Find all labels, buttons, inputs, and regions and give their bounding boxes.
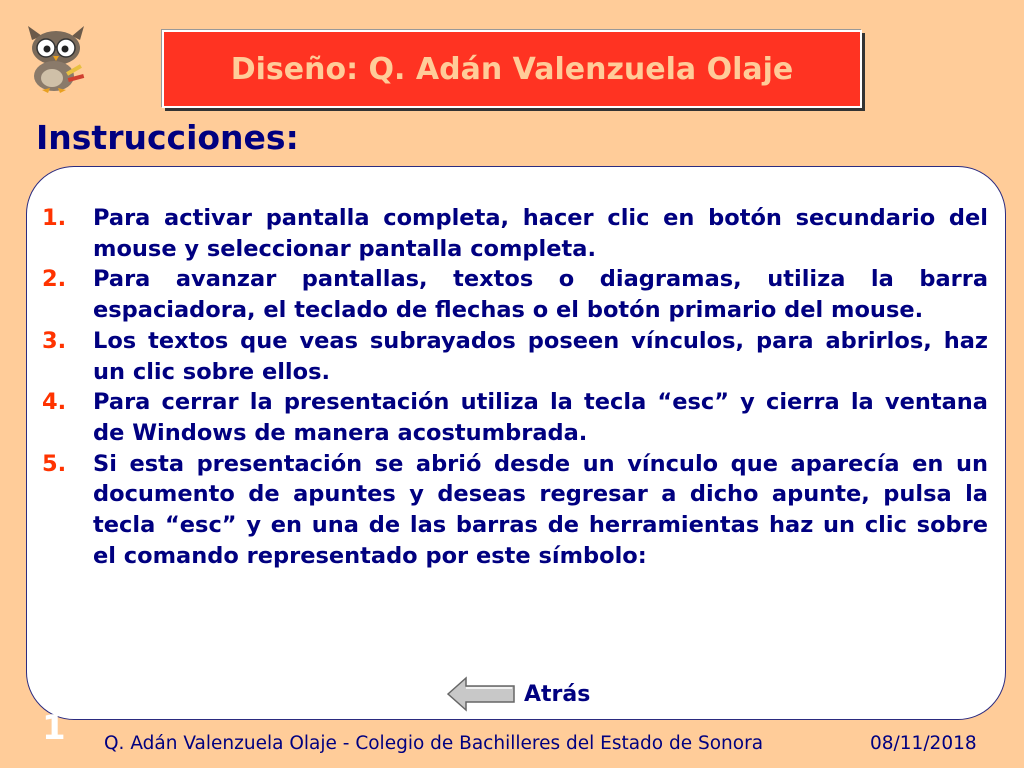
footer-author: Q. Adán Valenzuela Olaje - Colegio de Bachilleres del Estado de Sonora xyxy=(104,733,764,754)
title-banner xyxy=(162,30,862,108)
owl-mascot-icon xyxy=(22,22,90,94)
instructions-heading: Instrucciones: xyxy=(36,118,299,157)
back-control xyxy=(446,676,590,712)
list-item-number: 4. xyxy=(42,389,67,416)
slide-number: 1 xyxy=(42,708,66,748)
slide-title: Diseño: Q. Adán Valenzuela Olaje xyxy=(230,51,794,87)
list-item-number: 3. xyxy=(42,327,67,354)
back-arrow-icon[interactable] xyxy=(446,676,516,712)
list-item-number: 5. xyxy=(42,450,67,477)
list-item-text: Para activar pantalla completa, hacer clic en botón secundario del mouse y seleccionar pantalla completa. xyxy=(93,205,988,262)
footer-date: 08/11/2018 xyxy=(870,733,977,754)
list-item-text: Para cerrar la presentación utiliza la tecla “esc” y cierra la ventana de Windows de manera acostumbrada. xyxy=(93,389,988,446)
list-item-number: 2. xyxy=(42,266,67,293)
list-item-text: Para avanzar pantallas, textos o diagramas, utiliza la barra espaciadora, el teclado de flechas o el botón primario del mouse. xyxy=(93,266,988,324)
instructions-list xyxy=(42,203,988,571)
list-item xyxy=(42,387,988,448)
back-link[interactable]: Atrás xyxy=(524,681,591,707)
list-item xyxy=(42,264,988,325)
list-item xyxy=(42,326,988,387)
list-item-text: Si esta presentación se abrió desde un vínculo que aparecía en un documento de apuntes y deseas regresar a dicho apunte, pulsa la tecla “esc” y en una de las barras de herramientas haz un clic sobre el comando representado por este símbolo: xyxy=(93,450,988,569)
list-item xyxy=(42,203,988,264)
list-item-number: 1. xyxy=(42,205,67,231)
list-item xyxy=(42,449,988,572)
list-item-text: Los textos que veas subrayados poseen vínculos, para abrirlos, haz un clic sobre ellos. xyxy=(93,327,988,385)
